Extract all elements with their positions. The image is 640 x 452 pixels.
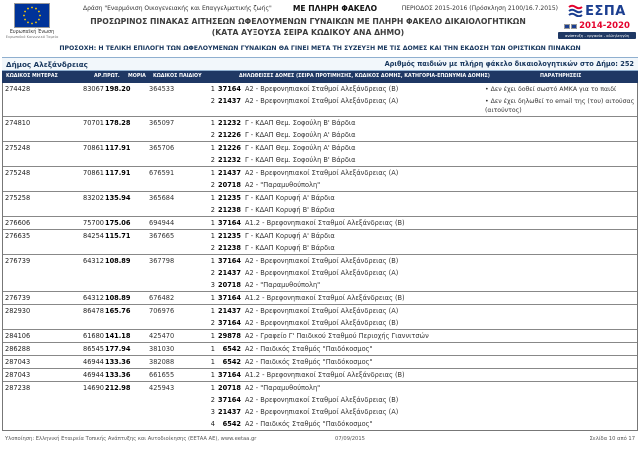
protocol-cell: 86545 — [83, 344, 104, 353]
municipality-bar — [2, 57, 638, 71]
points-cell: 177.94 — [105, 344, 131, 353]
structure-label: Α2 - Γραφείο Γ' Παιδικού Σταθμού Περιοχής Γιαννιτσών — [245, 331, 429, 340]
structure-label: Α2 - Βρεφονηπιακοί Σταθμοί Αλεξάνδρειας (Α) — [245, 268, 399, 277]
structure-code: 20718 — [218, 180, 241, 189]
footer-date: 07/09/2015 — [335, 436, 365, 442]
col-mother-code: ΚΩΔΙΚΟΣ ΜΗΤΕΡΑΣ — [6, 74, 58, 79]
structure-label: Α2 - Βρεφονηπιακοί Σταθμοί Αλεξάνδρειας (Α) — [245, 97, 399, 105]
structure-line — [207, 154, 483, 166]
structure-code: 37164 — [218, 395, 241, 404]
note-line: • Δεν έχει δοθεί σωστό ΑΜΚΑ για το παιδί — [485, 86, 617, 93]
preference-number: 1 — [210, 370, 215, 379]
structure-label: Α2 - Βρεφονηπιακοί Σταθμοί Αλεξάνδρειας (Α) — [245, 168, 399, 177]
structure-label: Α2 - "Παραμυθούπολη" — [245, 280, 321, 289]
eu-flag-icon — [14, 3, 50, 28]
espa-tagline: ανάπτυξη - εργασία - αλληλεγγύη — [558, 32, 636, 39]
protocol-cell: 86478 — [83, 306, 104, 315]
action-title: Δράση "Εναρμόνιση Οικογενειακής και Επαγγελματικής ζωής" — [83, 5, 272, 12]
full-folder-label: ΜΕ ΠΛΗΡΗ ΦΑΚΕΛΟ — [292, 4, 378, 13]
preference-number: 1 — [210, 383, 215, 392]
structure-line — [207, 394, 483, 406]
preference-number: 2 — [210, 155, 215, 164]
structure-code: 37164 — [218, 256, 241, 265]
structure-line — [207, 330, 483, 342]
structure-label: Α2 - "Παραμυθούπολη" — [245, 180, 321, 189]
mother-code-cell: 287043 — [5, 370, 31, 379]
protocol-cell: 70701 — [83, 118, 104, 127]
structure-label: Α2 - Παιδικός Σταθμός "Παιδόκοσμος" — [245, 344, 373, 353]
points-cell: 117.91 — [105, 168, 131, 177]
eu-logo-subcaption: Ευρωπαϊκό Κοινωνικό Ταμείο — [5, 35, 59, 39]
structure-code: 20718 — [218, 383, 241, 392]
structure-label: Α1.2 - Βρεφονηπιακοί Σταθμοί Αλεξάνδρειας (Β) — [245, 218, 405, 227]
protocol-cell: 46944 — [83, 370, 104, 379]
structures-cell — [207, 305, 483, 329]
structure-code: 21437 — [218, 306, 241, 315]
espa-flags-icon — [564, 24, 577, 29]
table-row — [3, 381, 637, 430]
preference-number: 2 — [210, 243, 215, 252]
col-child-code: ΚΩΔΙΚΟΣ ΠΑΙΔΙΟΥ — [153, 74, 202, 79]
table-row — [3, 304, 637, 329]
structure-line — [207, 242, 483, 254]
mother-code-cell: 276739 — [5, 293, 31, 302]
child-code-cell: 381030 — [149, 344, 175, 353]
mother-code-cell: 275258 — [5, 193, 31, 202]
points-cell: 165.76 — [105, 306, 131, 315]
protocol-cell: 70861 — [83, 168, 104, 177]
structure-label: Γ - ΚΔΑΠ Θεμ. Σοφούλη Β' Βάρδια — [245, 118, 356, 127]
table-row — [3, 141, 637, 166]
mother-code-cell: 287238 — [5, 383, 31, 392]
mother-code-cell: 276739 — [5, 256, 31, 265]
preference-number: 1 — [210, 193, 215, 202]
structure-code: 37164 — [218, 85, 241, 93]
preference-number: 3 — [210, 280, 215, 289]
structure-line — [207, 369, 483, 381]
preference-number: 1 — [210, 256, 215, 265]
child-code-cell: 364533 — [149, 85, 175, 93]
preference-number: 1 — [210, 331, 215, 340]
col-protocol: ΑΡ.ΠΡΩΤ. — [94, 74, 120, 79]
espa-years: 2014-2020 — [579, 21, 630, 31]
structure-line — [207, 356, 483, 368]
structure-code: 37164 — [218, 370, 241, 379]
table-row — [3, 83, 637, 116]
period-label: ΠΕΡΙΟΔΟΣ 2015-2016 (Πρόσκληση 2100/16.7.2015) — [401, 5, 558, 12]
structure-label: Α2 - Βρεφονηπιακοί Σταθμοί Αλεξάνδρειας (Β) — [245, 395, 399, 404]
mother-code-cell: 275248 — [5, 143, 31, 152]
table-row — [3, 216, 637, 229]
preference-number: 3 — [210, 407, 215, 416]
structure-label: Γ - ΚΔΑΠ Κορυφή Α' Βάρδια — [245, 231, 335, 240]
points-cell: 178.28 — [105, 118, 131, 127]
col-points: ΜΟΡΙΑ — [128, 74, 146, 79]
preference-number: 1 — [210, 231, 215, 240]
structure-code: 21437 — [218, 407, 241, 416]
structures-cell — [207, 343, 483, 355]
protocol-cell: 46944 — [83, 357, 104, 366]
structure-line — [207, 382, 483, 394]
preference-number: 2 — [210, 130, 215, 139]
child-code-cell: 694944 — [149, 218, 175, 227]
protocol-cell: 83202 — [83, 193, 104, 202]
child-code-cell: 367665 — [149, 231, 175, 240]
structure-code: 29878 — [218, 331, 241, 340]
structure-line — [207, 230, 483, 242]
structure-label: Γ - ΚΔΑΠ Κορυφή Β' Βάρδια — [245, 205, 335, 214]
page-footer — [5, 436, 635, 442]
mother-code-cell: 274428 — [5, 85, 31, 93]
table-row — [3, 342, 637, 355]
structure-line — [207, 343, 483, 355]
table-row — [3, 166, 637, 191]
structure-line — [207, 204, 483, 216]
structure-code: 21437 — [218, 97, 241, 105]
structure-line — [207, 292, 483, 304]
structures-cell — [207, 142, 483, 166]
structure-code: 21437 — [218, 168, 241, 177]
notes-cell — [483, 83, 637, 116]
eu-logo-caption: Ευρωπαϊκή Ένωση — [9, 30, 55, 35]
structure-label: Α2 - Παιδικός Σταθμός "Παιδόκοσμος" — [245, 357, 373, 366]
structure-code: 6542 — [222, 419, 241, 428]
structure-code: 37164 — [218, 293, 241, 302]
points-cell: 133.36 — [105, 370, 131, 379]
mother-code-cell: 275248 — [5, 168, 31, 177]
page-title-line2: (ΚΑΤΑ ΑΥΞΟΥΣΑ ΣΕΙΡΑ ΚΩΔΙΚΟΥ ΑΝΑ ΔΗΜΟ) — [211, 28, 405, 37]
table-row — [3, 229, 637, 254]
structures-cell — [207, 356, 483, 368]
col-notes: ΠΑΡΑΤΗΡΗΣΕΙΣ — [540, 74, 582, 79]
structures-cell — [207, 117, 483, 141]
protocol-cell: 64312 — [83, 256, 104, 265]
structure-code: 20718 — [218, 280, 241, 289]
structure-line — [207, 418, 483, 430]
protocol-cell: 83067 — [83, 85, 104, 93]
preference-number: 1 — [210, 218, 215, 227]
child-code-cell: 365706 — [149, 143, 175, 152]
structure-line — [207, 305, 483, 317]
structures-cell — [207, 255, 483, 291]
preference-number: 2 — [210, 395, 215, 404]
preference-number: 1 — [210, 85, 215, 93]
points-cell: 175.06 — [105, 218, 131, 227]
mother-code-cell: 286288 — [5, 344, 31, 353]
warning-line: ΠΡΟΣΟΧΗ: Η ΤΕΛΙΚΗ ΕΠΙΛΟΓΗ ΤΩΝ ΩΦΕΛΟΥΜΕΝΩΝ ΓΥΝΑΙΚΩΝ ΘΑ ΓΙΝΕΙ ΜΕΤΑ ΤΗ ΣΥΖΕΥΞΗ ΜΕ ΤΙΣ ΔΟΜΕΣ ΚΑΙ ΤΗΝ ΕΚΔΟΣΗ ΤΩΝ ΟΡΙΣΤΙΚΩΝ ΠΙΝΑΚΩΝ — [59, 45, 581, 52]
structure-label: Γ - ΚΔΑΠ Θεμ. Σοφούλη Β' Βάρδια — [245, 155, 356, 164]
preference-number: 2 — [210, 205, 215, 214]
points-cell: 117.91 — [105, 143, 131, 152]
structure-label: Γ - ΚΔΑΠ Κορυφή Β' Βάρδια — [245, 243, 335, 252]
structure-line — [207, 317, 483, 329]
structures-cell — [207, 382, 483, 430]
structure-code: 21226 — [218, 130, 241, 139]
points-cell: 115.71 — [105, 231, 131, 240]
child-code-cell: 706976 — [149, 306, 175, 315]
mother-code-cell: 276606 — [5, 218, 31, 227]
child-code-cell: 661655 — [149, 370, 175, 379]
points-cell: 212.98 — [105, 383, 131, 392]
structure-line — [207, 117, 483, 129]
espa-logo — [558, 2, 636, 39]
footer-page-number: Σελίδα 10 από 17 — [589, 436, 635, 442]
structure-line — [207, 255, 483, 267]
preference-number: 1 — [210, 143, 215, 152]
structure-code: 21232 — [218, 118, 241, 127]
child-code-cell: 365097 — [149, 118, 175, 127]
structure-label: Α2 - Βρεφονηπιακοί Σταθμοί Αλεξάνδρειας (Α) — [245, 407, 399, 416]
espa-wordmark: ΕΣΠΑ — [585, 4, 626, 19]
structures-cell — [207, 192, 483, 216]
structures-cell — [207, 330, 483, 342]
eu-logo — [5, 3, 59, 39]
structure-label: Α2 - Βρεφονηπιακοί Σταθμοί Αλεξάνδρειας (Β) — [245, 85, 399, 93]
structure-line — [207, 95, 483, 107]
structure-label: Γ - ΚΔΑΠ Κορυφή Α' Βάρδια — [245, 193, 335, 202]
child-code-cell: 365684 — [149, 193, 175, 202]
municipality-name: Δήμος Αλεξάνδρειας — [6, 59, 88, 69]
structure-code: 6542 — [222, 357, 241, 366]
note-line: • Δεν έχει δηλωθεί το email της (του) αιτούσας (αιτούντος) — [485, 97, 635, 114]
points-cell: 135.94 — [105, 193, 131, 202]
protocol-cell: 70861 — [83, 143, 104, 152]
preference-number: 1 — [210, 168, 215, 177]
preference-number: 1 — [210, 357, 215, 366]
structures-cell — [207, 230, 483, 254]
table-body — [2, 83, 638, 431]
structure-line — [207, 217, 483, 229]
preference-number: 1 — [210, 306, 215, 315]
mother-code-cell: 284106 — [5, 331, 31, 340]
structure-code: 21238 — [218, 243, 241, 252]
structures-cell — [207, 167, 483, 191]
points-cell: 108.89 — [105, 293, 131, 302]
structure-code: 21235 — [218, 193, 241, 202]
structure-label: Γ - ΚΔΑΠ Θεμ. Σοφούλη Α' Βάρδια — [245, 130, 356, 139]
preference-number: 2 — [210, 97, 215, 105]
table-row — [3, 254, 637, 291]
points-cell: 133.36 — [105, 357, 131, 366]
protocol-cell: 61680 — [83, 331, 104, 340]
table-row — [3, 116, 637, 141]
structure-label: Α2 - Παιδικός Σταθμός "Παιδόκοσμος" — [245, 419, 373, 428]
child-code-cell: 425470 — [149, 331, 175, 340]
child-code-cell: 676591 — [149, 168, 175, 177]
preference-number: 1 — [210, 293, 215, 302]
points-cell: 108.89 — [105, 256, 131, 265]
page-title-line1: ΠΡΟΣΩΡΙΝΟΣ ΠΙΝΑΚΑΣ ΑΙΤΗΣΕΩΝ ΩΦΕΛΟΥΜΕΝΩΝ ΓΥΝΑΙΚΩΝ ΜΕ ΠΛΗΡΗ ΦΑΚΕΛΟ ΔΙΚΑΙΟΛΟΓΗΤΙΚΩΝ — [90, 17, 526, 26]
structure-line — [207, 167, 483, 179]
structure-code: 37164 — [218, 218, 241, 227]
mother-code-cell: 276635 — [5, 231, 31, 240]
preference-number: 2 — [210, 318, 215, 327]
protocol-cell: 14690 — [83, 383, 104, 392]
preference-number: 2 — [210, 268, 215, 277]
structures-cell — [207, 217, 483, 229]
structures-cell — [207, 292, 483, 304]
structure-line — [207, 279, 483, 291]
structure-line — [207, 267, 483, 279]
structure-label: Α1.2 - Βρεφονηπιακοί Σταθμοί Αλεξάνδρειας (Β) — [245, 370, 405, 379]
structure-label: Α1.2 - Βρεφονηπιακοί Σταθμοί Αλεξάνδρειας (Β) — [245, 293, 405, 302]
mother-code-cell: 282930 — [5, 306, 31, 315]
structure-line — [207, 83, 483, 95]
table-row — [3, 291, 637, 304]
footer-implementation: Υλοποίηση: Ελληνική Εταιρεία Τοπικής Ανάπτυξης και Αυτοδιοίκησης (ΕΕΤΑΑ ΑΕ), www.eetaa.gr — [5, 436, 257, 442]
child-code-cell: 425943 — [149, 383, 175, 392]
structure-line — [207, 406, 483, 418]
structure-line — [207, 129, 483, 141]
structure-code: 21437 — [218, 268, 241, 277]
preference-number: 4 — [210, 419, 215, 428]
structure-code: 6542 — [222, 344, 241, 353]
preference-number: 2 — [210, 180, 215, 189]
structures-cell — [207, 83, 483, 107]
structure-line — [207, 142, 483, 154]
child-code-cell: 367798 — [149, 256, 175, 265]
table-header — [2, 71, 638, 83]
structure-code: 37164 — [218, 318, 241, 327]
protocol-cell: 75700 — [83, 218, 104, 227]
table-row — [3, 368, 637, 381]
structure-line — [207, 179, 483, 191]
points-cell: 141.18 — [105, 331, 131, 340]
mother-code-cell: 274810 — [5, 118, 31, 127]
structure-code: 21238 — [218, 205, 241, 214]
structure-label: Α2 - Βρεφονηπιακοί Σταθμοί Αλεξάνδρειας (Α) — [245, 306, 399, 315]
structure-line — [207, 192, 483, 204]
col-structures: ΔΗΛΩΘΕΙΣΕΣ ΔΟΜΕΣ (ΣΕΙΡΑ ΠΡΟΤΙΜΗΣΗΣ, ΚΩΔΙΚΟΣ ΔΟΜΗΣ, ΚΑΤΗΓΟΡΙΑ-ΕΠΩΝΥΜΙΑ ΔΟΜΗΣ) — [239, 74, 490, 79]
municipality-count: Αριθμός παιδιών με πλήρη φάκελο δικαιολογητικών στο Δήμο: 252 — [384, 60, 634, 68]
protocol-cell: 64312 — [83, 293, 104, 302]
espa-wave-icon — [568, 2, 583, 21]
preference-number: 1 — [210, 118, 215, 127]
preference-number: 1 — [210, 344, 215, 353]
structure-label: Γ - ΚΔΑΠ Θεμ. Σοφούλη Α' Βάρδια — [245, 143, 356, 152]
protocol-cell: 84254 — [83, 231, 104, 240]
child-code-cell: 676482 — [149, 293, 175, 302]
structure-label: Α2 - Βρεφονηπιακοί Σταθμοί Αλεξάνδρειας (Β) — [245, 318, 399, 327]
structures-cell — [207, 369, 483, 381]
table-row — [3, 329, 637, 342]
table-row — [3, 191, 637, 216]
structure-code: 21235 — [218, 231, 241, 240]
structure-code: 21226 — [218, 143, 241, 152]
points-cell: 198.20 — [105, 85, 131, 93]
structure-label: Α2 - Βρεφονηπιακοί Σταθμοί Αλεξάνδρειας (Β) — [245, 256, 399, 265]
child-code-cell: 382088 — [149, 357, 175, 366]
table-row — [3, 355, 637, 368]
structure-label: Α2 - "Παραμυθούπολη" — [245, 383, 321, 392]
mother-code-cell: 287043 — [5, 357, 31, 366]
structure-code: 21232 — [218, 155, 241, 164]
